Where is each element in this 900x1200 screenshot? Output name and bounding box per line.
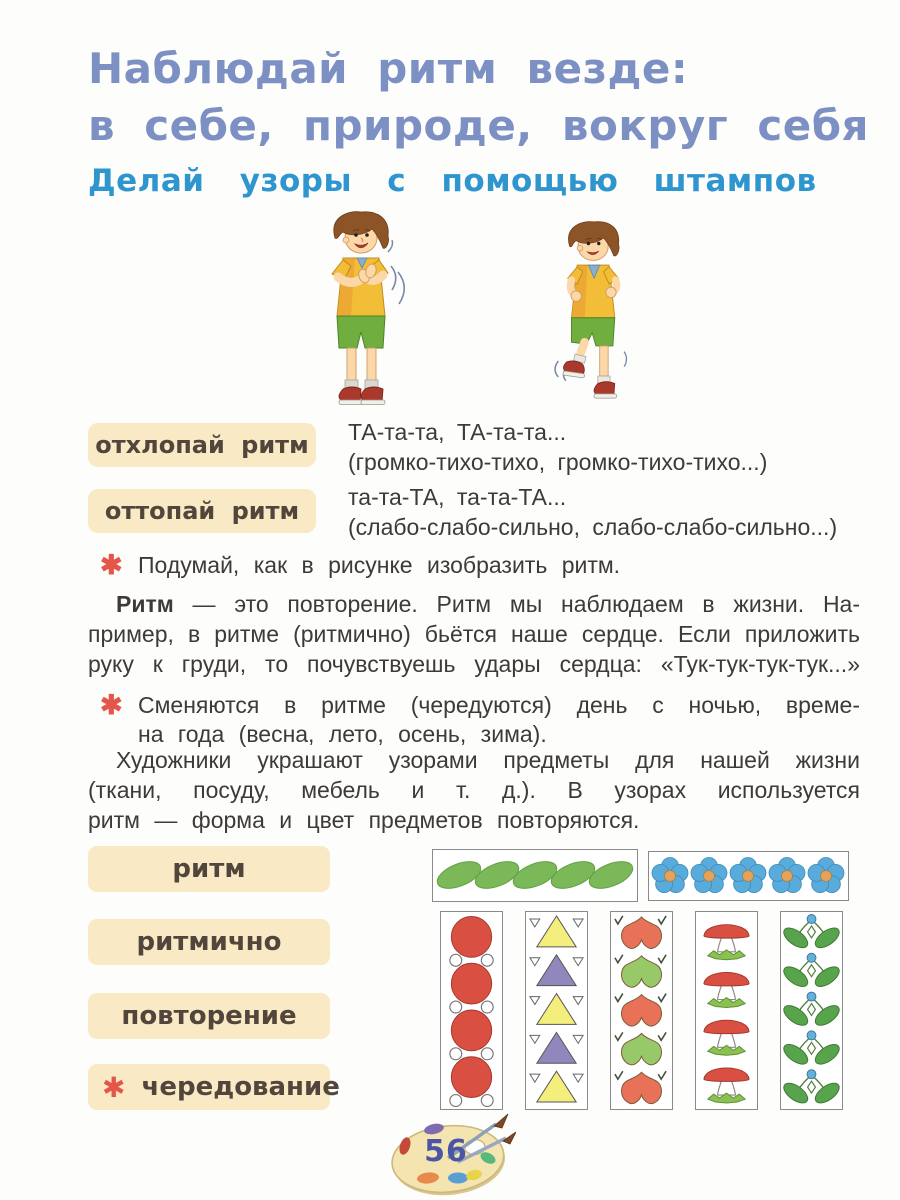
term-rhythm: ритм: [88, 846, 330, 892]
note-alternation: [88, 691, 860, 749]
page-title: [88, 40, 888, 154]
page-number: 56: [424, 1134, 468, 1169]
subtitle: Делай узоры с помощью штампов: [88, 163, 817, 199]
stamp-strip-triangles: [525, 911, 588, 1110]
stomp-rhythm-text: [348, 482, 878, 542]
motion-arc: [624, 352, 626, 367]
term-repetition: повторение: [88, 993, 330, 1039]
stamp-strip-mushrooms: [695, 911, 758, 1110]
clap-rhythm-hint: (громко-тихо-тихо, громко-тихо-тихо...): [348, 449, 768, 475]
motion-arc: [398, 272, 404, 304]
title-line-2: в себе, природе, вокруг себя: [88, 101, 870, 150]
note-think-text: Подумай, как в рисунке изобразить ритм.: [138, 552, 621, 578]
boys-illustration: [280, 208, 700, 410]
clap-rhythm-text: [348, 417, 878, 477]
motion-arc: [555, 361, 558, 377]
note-alternation-line2: на года (весна, лето, осень, зима).: [138, 721, 547, 747]
boy-clapping-illustration: [304, 208, 416, 408]
stomp-rhythm-pattern: та-та-ТА, та-та-ТА...: [348, 484, 567, 510]
stamp-strip-sprigs: [780, 911, 843, 1110]
stomp-rhythm-label: оттопай ритм: [104, 497, 300, 525]
boy-stomping-illustration: [542, 220, 648, 408]
motion-arc: [391, 266, 396, 290]
page-number-palette: [386, 1112, 516, 1198]
term-lead: Ритм: [116, 591, 174, 617]
term-rhythmically: ритмично: [88, 919, 330, 965]
stamp-row-flowers: [648, 851, 849, 901]
stamp-strip-hearts: [610, 911, 673, 1110]
title-line-1: Наблюдай ритм везде:: [88, 44, 689, 93]
stamp-row-leaves: [432, 849, 638, 902]
asterisk-icon: ✱: [100, 690, 123, 720]
note-alternation-line1: Сменяются в ритме (чередуются) день с ночью, време-: [138, 692, 860, 718]
clap-rhythm-label-box: [88, 423, 316, 467]
stomp-rhythm-hint: (слабо-слабо-сильно, слабо-слабо-сильно...): [348, 514, 838, 540]
paragraph-artists: Художники украшают узорами предметы для нашей жизни (ткани, посуду, мебель и т. д.). В узорах используется ритм — форма и цвет предметов повторяются.: [88, 747, 860, 833]
asterisk-icon: ✱: [102, 1070, 126, 1104]
stomp-rhythm-label-box: [88, 489, 316, 533]
asterisk-icon: ✱: [100, 550, 123, 580]
clap-rhythm-pattern: ТА-та-та, ТА-та-та...: [348, 419, 567, 445]
term-alternation: ✱ чередование: [88, 1064, 330, 1110]
stamp-strip-circles: [440, 911, 503, 1110]
paragraph-rhythm-definition: Ритм — это повторение. Ритм мы наблюдаем в жизни. На- пример, в ритме (ритмично) бьётся наше сердце. Если приложить руку к груди, то почувствуешь удары сердца: «Тук-тук-тук-тук...»: [88, 591, 860, 677]
note-think: [88, 551, 860, 580]
clap-rhythm-label: отхлопай ритм: [95, 431, 309, 459]
